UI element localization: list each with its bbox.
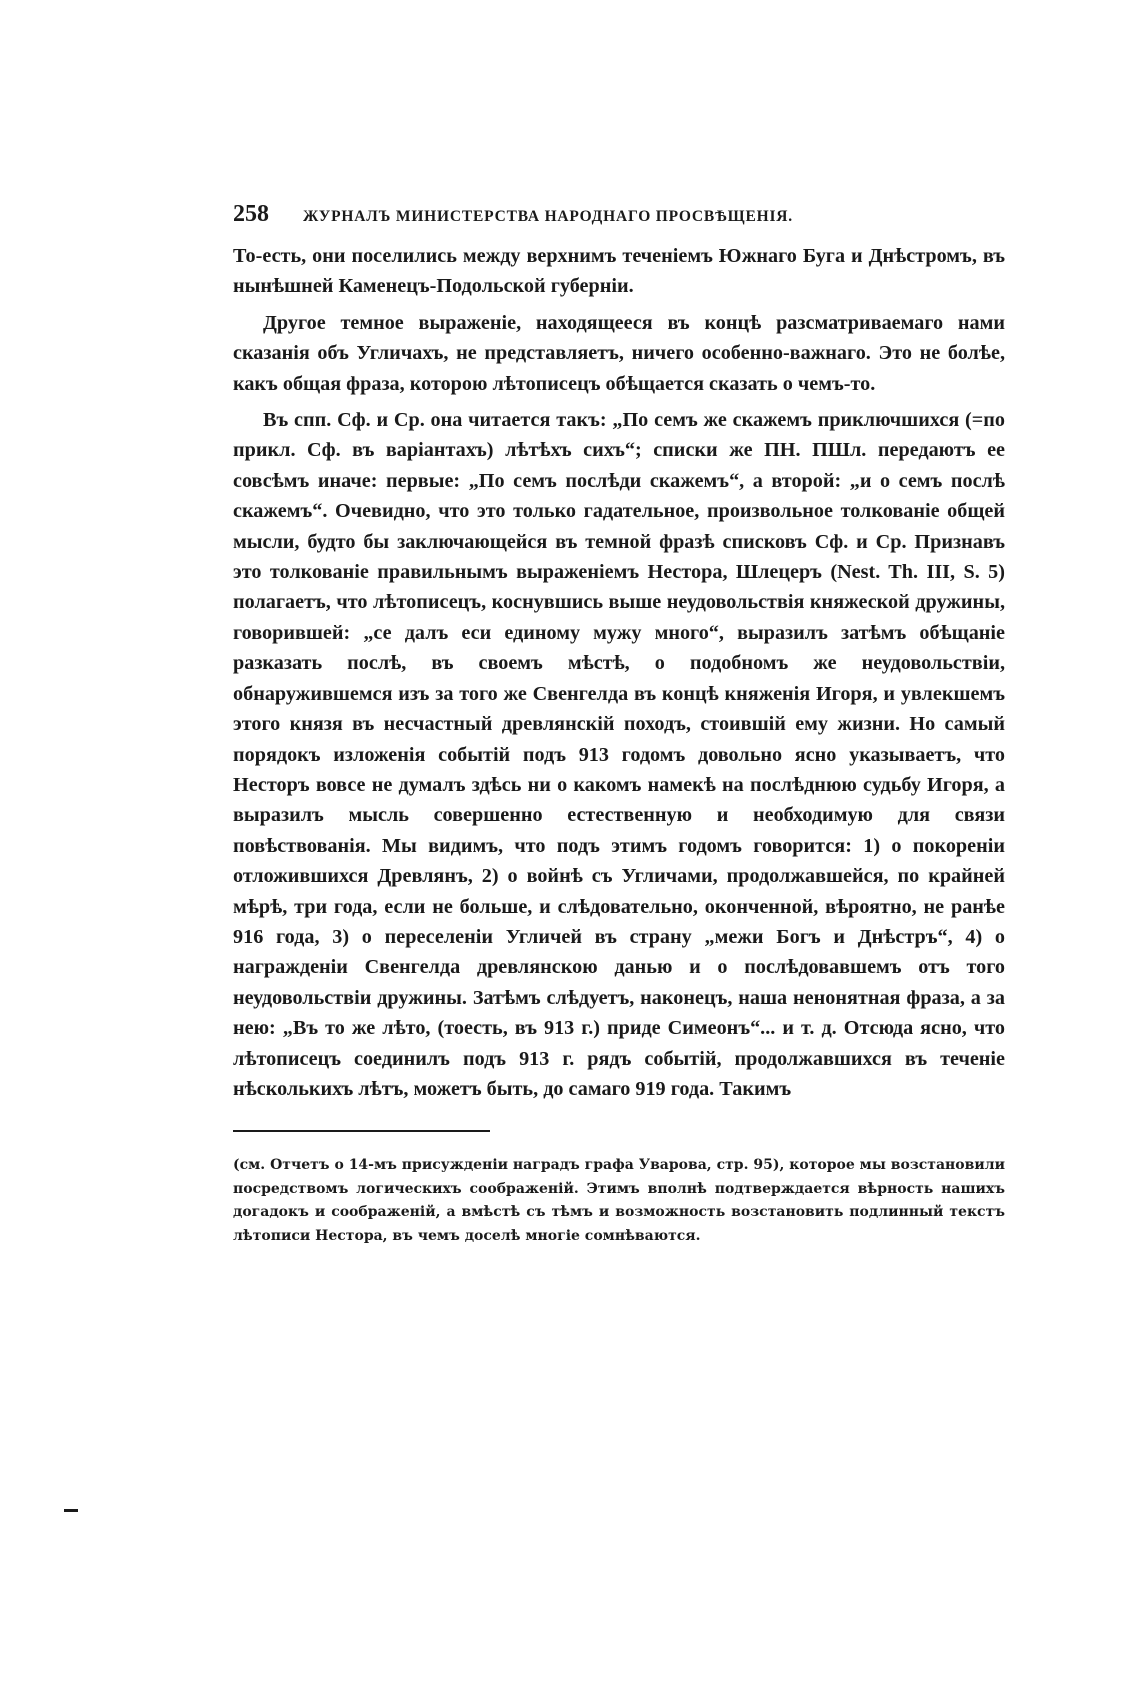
page-content	[233, 200, 1005, 1248]
footnote-divider	[233, 1130, 490, 1132]
body-text	[233, 241, 1005, 1104]
paragraph-2: Другое темное выраженіе, находящееся въ концѣ разсматриваемаго нами сказанія объ Угличахъ, не представляетъ, ничего особенно-важнаго. Это не болѣе, какъ общая фраза, которою лѣтописецъ обѣщается сказать о чемъ-то.	[233, 311, 1005, 395]
journal-title: ЖУРНАЛЪ МИНИСТЕРСТВА НАРОДНАГО ПРОСВѢЩЕНІЯ.	[303, 208, 793, 225]
footnote: (см. Отчетъ о 14-мъ присужденіи наградъ графа Уварова, стр. 95), которое мы возстановили посредствомъ логическихъ соображеній. Этимъ вполнѣ подтверждается вѣрность нашихъ догадокъ и соображеній, а вмѣстѣ съ тѣмъ и возможность возстановить подлинный текстъ лѣтописи Нестора, въ чемъ доселѣ многіе сомнѣваются.	[233, 1157, 1005, 1244]
paragraph-3: Въ спп. Сф. и Ср. она читается такъ: „По семъ же скажемъ приключшихся (=по прикл. Сф. въ варіантахъ) лѣтѣхъ сихъ“; списки же ПН. ПШл. передаютъ ее совсѣмъ иначе: первые: „По семъ послѣди скажемъ“, а второй: „и о семъ послѣ скажемъ“. Очевидно, что это только гадательное, произвольное толкованіе общей мысли, будто бы заключающейся въ темной фразѣ списковъ Сф. и Ср. Признавъ это толкованіе правильнымъ выраженіемъ Нестора, Шлецеръ (Nest. Th. III, S. 5) полагаетъ, что лѣтописецъ, коснувшись выше неудовольствія княжеской дружины, говорившей: „се далъ еси единому мужу много“, выразилъ затѣмъ обѣщаніе разказать послѣ, въ своемъ мѣстѣ, о подобномъ же неудовольствіи, обнаружившемся изъ за того же Свенгелда въ концѣ княженія Игоря, и увлекшемъ этого князя въ несчастный древлянскій походъ, стоившій ему жизни. Но самый порядокъ изложенія событій подъ 913 годомъ довольно ясно указываетъ, что Несторъ вовсе не думалъ здѣсь ни о какомъ намекѣ на послѣднюю судьбу Игоря, а выразилъ мысль совершенно естественную и необходимую для связи повѣствованія. Мы видимъ, что подъ этимъ годомъ говорится: 1) о покореніи отложившихся Древлянъ, 2) о войнѣ съ Угличами, продолжавшейся, по крайней мѣрѣ, три года, если не больше, и слѣдовательно, оконченной, вѣроятно, не ранѣе 916 года, 3) о переселеніи Угличей въ страну „межи Богъ и Днѣстръ“, 4) о награжденіи Свенгелда древлянскою данью и о послѣдовавшемъ отъ того неудовольствіи дружины. Затѣмъ слѣдуетъ, наконецъ, наша ненонятная фраза, а за нею: „Въ то же лѣто, (тоесть, въ 913 г.) приде Симеонъ“... и т. д. Отсюда ясно, что лѣтописецъ соединилъ подъ 913 г. рядъ событій, продолжавшихся въ теченіе нѣсколькихъ лѣтъ, можетъ быть, до самаго 919 года. Такимъ	[233, 409, 1005, 1100]
page-number: 258	[233, 201, 269, 227]
running-head	[233, 200, 1005, 231]
paragraph-1: То-есть, они поселились между верхнимъ теченіемъ Южнаго Буга и Днѣстромъ, въ нынѣшней Каменецъ-Подольской губерніи.	[233, 245, 1005, 298]
margin-mark	[64, 1509, 78, 1512]
